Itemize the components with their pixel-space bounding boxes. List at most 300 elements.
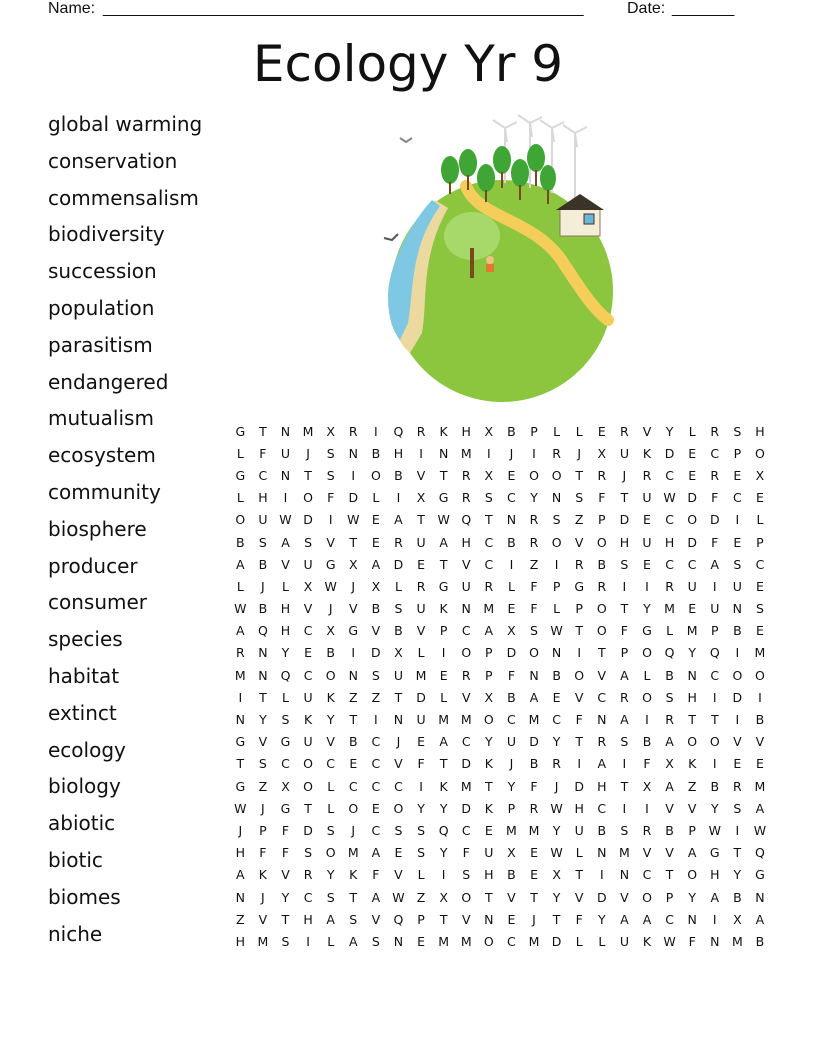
grid-cell[interactable]: B [394, 623, 403, 639]
grid-cell[interactable]: V [258, 734, 268, 750]
grid-cell[interactable]: I [351, 645, 356, 661]
grid-cell[interactable]: B [507, 534, 516, 550]
grid-cell[interactable]: N [506, 512, 517, 528]
grid-cell[interactable]: M [302, 423, 314, 439]
grid-cell[interactable]: R [461, 667, 471, 683]
grid-cell[interactable]: S [349, 911, 358, 927]
grid-cell[interactable]: L [575, 933, 583, 949]
grid-cell[interactable]: C [755, 556, 765, 572]
grid-cell[interactable]: T [439, 556, 448, 572]
grid-cell[interactable]: A [755, 911, 765, 927]
grid-cell[interactable]: B [597, 822, 607, 838]
grid-cell[interactable]: Q [664, 645, 675, 661]
grid-cell[interactable]: V [394, 867, 403, 883]
grid-cell[interactable]: X [281, 778, 290, 794]
grid-cell[interactable]: S [462, 867, 471, 883]
grid-cell[interactable]: Y [326, 867, 335, 883]
grid-cell[interactable]: Q [755, 845, 765, 861]
grid-cell[interactable]: U [642, 534, 652, 550]
grid-cell[interactable]: B [371, 445, 381, 461]
grid-cell[interactable]: Y [688, 889, 696, 905]
grid-cell[interactable]: V [258, 911, 268, 927]
grid-cell[interactable]: S [258, 534, 267, 550]
grid-cell[interactable]: E [371, 800, 380, 816]
grid-cell[interactable]: C [348, 778, 358, 794]
grid-cell[interactable]: T [349, 534, 358, 550]
grid-cell[interactable]: I [486, 445, 491, 461]
grid-cell[interactable]: Y [733, 867, 742, 883]
grid-cell[interactable]: O [709, 734, 720, 750]
grid-cell[interactable]: C [665, 556, 674, 572]
grid-cell[interactable]: V [642, 423, 652, 439]
grid-cell[interactable]: O [235, 512, 246, 528]
grid-cell[interactable]: N [687, 667, 697, 683]
grid-cell[interactable]: M [234, 667, 246, 683]
grid-cell[interactable]: J [261, 800, 265, 816]
grid-cell[interactable]: W [550, 800, 563, 816]
grid-cell[interactable]: L [440, 689, 448, 705]
grid-cell[interactable]: N [461, 601, 471, 617]
grid-cell[interactable]: S [733, 423, 742, 439]
grid-cell[interactable]: C [371, 756, 381, 772]
grid-cell[interactable]: F [530, 601, 538, 617]
grid-cell[interactable]: O [755, 667, 765, 683]
grid-cell[interactable]: F [281, 845, 290, 861]
grid-cell[interactable]: L [417, 867, 425, 883]
grid-cell[interactable]: X [303, 578, 313, 594]
grid-cell[interactable]: B [755, 712, 765, 728]
grid-cell[interactable]: R [552, 756, 561, 772]
grid-cell[interactable]: B [710, 778, 720, 794]
grid-cell[interactable]: C [303, 889, 313, 905]
grid-cell[interactable]: L [327, 778, 335, 794]
grid-cell[interactable]: C [371, 822, 381, 838]
grid-cell[interactable]: R [235, 645, 245, 661]
grid-cell[interactable]: B [258, 601, 268, 617]
grid-cell[interactable]: X [416, 490, 426, 506]
date-field[interactable]: _______ [672, 0, 735, 17]
grid-cell[interactable]: M [618, 845, 630, 861]
grid-cell[interactable]: K [484, 756, 493, 772]
grid-cell[interactable]: S [620, 734, 629, 750]
grid-cell[interactable]: X [484, 423, 494, 439]
grid-cell[interactable]: M [460, 445, 472, 461]
grid-cell[interactable]: P [688, 822, 696, 838]
grid-cell[interactable]: X [484, 467, 494, 483]
grid-cell[interactable]: C [281, 756, 290, 772]
grid-cell[interactable]: U [303, 556, 313, 572]
grid-cell[interactable]: F [259, 845, 267, 861]
grid-cell[interactable]: I [622, 756, 627, 772]
grid-cell[interactable]: G [235, 778, 246, 794]
grid-cell[interactable]: T [259, 423, 267, 439]
grid-cell[interactable]: K [258, 867, 267, 883]
grid-cell[interactable]: S [755, 601, 764, 617]
grid-cell[interactable]: I [283, 490, 288, 506]
grid-cell[interactable]: M [528, 933, 540, 949]
grid-cell[interactable]: C [507, 933, 516, 949]
grid-cell[interactable]: C [642, 867, 652, 883]
grid-cell[interactable]: U [642, 490, 652, 506]
grid-cell[interactable]: X [326, 623, 335, 639]
grid-cell[interactable]: O [303, 490, 313, 506]
grid-cell[interactable]: P [598, 512, 606, 528]
name-field[interactable]: ______________________________________________________ [103, 0, 584, 17]
grid-cell[interactable]: Z [574, 512, 584, 528]
grid-cell[interactable]: C [461, 734, 471, 750]
grid-cell[interactable]: R [665, 712, 674, 728]
grid-cell[interactable]: D [506, 645, 517, 661]
grid-cell[interactable]: S [484, 490, 493, 506]
grid-cell[interactable]: F [620, 623, 628, 639]
grid-cell[interactable]: W [708, 822, 721, 838]
grid-cell[interactable]: A [371, 556, 381, 572]
grid-cell[interactable]: V [574, 534, 584, 550]
grid-cell[interactable]: V [416, 467, 426, 483]
grid-cell[interactable]: R [574, 556, 584, 572]
grid-cell[interactable]: E [756, 578, 764, 594]
grid-cell[interactable]: W [663, 933, 676, 949]
grid-cell[interactable]: Y [485, 734, 493, 750]
grid-cell[interactable]: S [304, 845, 313, 861]
grid-cell[interactable]: R [597, 467, 607, 483]
grid-cell[interactable]: E [688, 445, 697, 461]
grid-cell[interactable]: D [596, 889, 607, 905]
grid-cell[interactable]: C [258, 467, 268, 483]
grid-cell[interactable]: T [349, 712, 358, 728]
grid-cell[interactable]: T [394, 689, 403, 705]
grid-cell[interactable]: E [417, 933, 425, 949]
grid-cell[interactable]: S [530, 623, 538, 639]
grid-cell[interactable]: R [733, 778, 742, 794]
grid-cell[interactable]: L [372, 490, 380, 506]
grid-cell[interactable]: I [306, 933, 310, 949]
grid-cell[interactable]: K [439, 601, 448, 617]
grid-cell[interactable]: X [507, 623, 516, 639]
grid-cell[interactable]: O [303, 756, 313, 772]
grid-cell[interactable]: T [733, 845, 742, 861]
grid-cell[interactable]: V [755, 734, 765, 750]
grid-cell[interactable]: W [234, 800, 247, 816]
grid-cell[interactable]: P [485, 667, 493, 683]
grid-cell[interactable]: A [439, 534, 448, 550]
grid-cell[interactable]: W [324, 578, 337, 594]
grid-cell[interactable]: P [620, 645, 629, 661]
grid-cell[interactable]: I [712, 689, 717, 705]
grid-cell[interactable]: F [259, 445, 267, 461]
grid-cell[interactable]: S [417, 822, 426, 838]
grid-cell[interactable]: L [507, 578, 515, 594]
grid-cell[interactable]: X [755, 467, 765, 483]
grid-cell[interactable]: G [438, 490, 449, 506]
grid-cell[interactable]: V [574, 889, 584, 905]
grid-cell[interactable]: O [574, 667, 585, 683]
grid-cell[interactable]: V [597, 667, 607, 683]
grid-cell[interactable]: B [371, 601, 381, 617]
grid-cell[interactable]: S [281, 933, 290, 949]
grid-cell[interactable]: R [597, 578, 607, 594]
grid-cell[interactable]: T [530, 889, 538, 905]
grid-cell[interactable]: Y [281, 889, 290, 905]
grid-cell[interactable]: S [733, 800, 742, 816]
grid-cell[interactable]: P [552, 578, 561, 594]
grid-cell[interactable]: N [235, 889, 245, 905]
grid-cell[interactable]: A [371, 845, 381, 861]
grid-cell[interactable]: H [258, 490, 268, 506]
grid-cell[interactable]: Y [259, 712, 267, 728]
grid-cell[interactable]: Z [416, 889, 426, 905]
grid-cell[interactable]: S [326, 889, 335, 905]
grid-cell[interactable]: V [371, 911, 381, 927]
grid-cell[interactable]: E [597, 423, 606, 439]
grid-cell[interactable]: B [665, 667, 674, 683]
grid-cell[interactable]: S [326, 445, 335, 461]
grid-cell[interactable]: S [620, 556, 629, 572]
grid-cell[interactable]: X [348, 556, 358, 572]
grid-cell[interactable]: A [755, 800, 765, 816]
grid-cell[interactable]: D [732, 689, 743, 705]
grid-cell[interactable]: O [370, 467, 381, 483]
grid-cell[interactable]: P [530, 423, 538, 439]
grid-cell[interactable]: C [371, 778, 381, 794]
grid-cell[interactable]: D [303, 512, 313, 528]
grid-cell[interactable]: U [506, 734, 516, 750]
grid-cell[interactable]: R [665, 578, 674, 594]
grid-cell[interactable]: W [550, 845, 563, 861]
grid-cell[interactable]: J [396, 734, 401, 750]
grid-cell[interactable]: A [281, 534, 290, 550]
grid-cell[interactable]: U [710, 601, 720, 617]
grid-cell[interactable]: I [238, 689, 243, 705]
grid-cell[interactable]: D [461, 756, 472, 772]
grid-cell[interactable]: U [280, 445, 291, 461]
grid-cell[interactable]: H [687, 689, 697, 705]
grid-cell[interactable]: M [664, 601, 675, 617]
grid-cell[interactable]: J [306, 445, 310, 461]
grid-cell[interactable]: W [663, 490, 676, 506]
grid-cell[interactable]: V [394, 756, 403, 772]
grid-cell[interactable]: J [351, 578, 356, 594]
grid-cell[interactable]: H [461, 423, 471, 439]
grid-cell[interactable]: N [597, 712, 607, 728]
grid-cell[interactable]: R [529, 800, 539, 816]
grid-cell[interactable]: I [712, 911, 717, 927]
grid-cell[interactable]: I [441, 867, 446, 883]
grid-cell[interactable]: X [733, 911, 742, 927]
grid-cell[interactable]: E [756, 490, 764, 506]
grid-cell[interactable]: U [416, 712, 426, 728]
grid-cell[interactable]: R [394, 534, 403, 550]
grid-cell[interactable]: X [597, 445, 607, 461]
grid-cell[interactable]: B [236, 534, 245, 550]
grid-cell[interactable]: P [733, 445, 742, 461]
grid-cell[interactable]: U [484, 845, 494, 861]
grid-cell[interactable]: I [712, 756, 717, 772]
grid-cell[interactable]: T [710, 712, 719, 728]
grid-cell[interactable]: S [665, 689, 674, 705]
grid-cell[interactable]: O [461, 645, 472, 661]
grid-cell[interactable]: G [438, 578, 449, 594]
grid-cell[interactable]: K [642, 933, 652, 949]
grid-cell[interactable]: V [416, 623, 426, 639]
grid-cell[interactable]: C [303, 623, 313, 639]
grid-cell[interactable]: M [438, 712, 450, 728]
grid-cell[interactable]: E [394, 845, 403, 861]
grid-cell[interactable]: S [281, 712, 290, 728]
grid-cell[interactable]: L [553, 601, 561, 617]
grid-cell[interactable]: E [756, 756, 764, 772]
grid-cell[interactable]: L [666, 623, 674, 639]
grid-cell[interactable]: F [507, 667, 516, 683]
grid-cell[interactable]: M [438, 933, 450, 949]
grid-cell[interactable]: A [326, 911, 335, 927]
grid-cell[interactable]: P [575, 601, 583, 617]
grid-cell[interactable]: T [620, 601, 629, 617]
grid-cell[interactable]: Y [507, 778, 516, 794]
grid-cell[interactable]: E [304, 645, 313, 661]
grid-cell[interactable]: I [735, 512, 740, 528]
grid-cell[interactable]: L [598, 933, 606, 949]
grid-cell[interactable]: V [665, 800, 674, 816]
grid-cell[interactable]: M [528, 822, 540, 838]
grid-cell[interactable]: M [754, 778, 766, 794]
grid-cell[interactable]: K [439, 423, 448, 439]
grid-cell[interactable]: H [280, 623, 291, 639]
grid-cell[interactable]: R [552, 445, 561, 461]
grid-cell[interactable]: N [551, 490, 562, 506]
grid-cell[interactable]: B [552, 667, 561, 683]
grid-cell[interactable]: E [756, 623, 764, 639]
grid-cell[interactable]: T [485, 778, 493, 794]
grid-cell[interactable]: A [371, 889, 381, 905]
grid-cell[interactable]: F [575, 712, 583, 728]
grid-cell[interactable]: T [485, 512, 493, 528]
grid-cell[interactable]: O [303, 778, 313, 794]
grid-cell[interactable]: T [575, 467, 584, 483]
grid-cell[interactable]: I [622, 578, 627, 594]
grid-cell[interactable]: Q [393, 911, 404, 927]
grid-cell[interactable]: V [371, 623, 381, 639]
grid-cell[interactable]: L [417, 645, 425, 661]
grid-cell[interactable]: B [733, 623, 742, 639]
grid-cell[interactable]: P [417, 911, 425, 927]
grid-cell[interactable]: I [374, 712, 378, 728]
grid-cell[interactable]: D [371, 645, 381, 661]
grid-cell[interactable]: M [506, 822, 517, 838]
grid-cell[interactable]: Q [438, 822, 449, 838]
grid-cell[interactable]: H [619, 534, 630, 550]
grid-cell[interactable]: I [645, 578, 649, 594]
grid-cell[interactable]: Y [281, 645, 290, 661]
grid-cell[interactable]: L [553, 423, 561, 439]
grid-cell[interactable]: I [712, 578, 717, 594]
grid-cell[interactable]: K [349, 867, 358, 883]
grid-cell[interactable]: I [374, 423, 378, 439]
grid-cell[interactable]: T [575, 734, 584, 750]
grid-cell[interactable]: T [439, 911, 448, 927]
grid-cell[interactable]: L [236, 578, 244, 594]
grid-cell[interactable]: P [756, 534, 764, 550]
grid-cell[interactable]: B [348, 734, 358, 750]
grid-cell[interactable]: A [236, 623, 245, 639]
grid-cell[interactable]: E [688, 467, 697, 483]
grid-cell[interactable]: N [484, 911, 494, 927]
grid-cell[interactable]: M [347, 845, 359, 861]
grid-cell[interactable]: Y [326, 712, 335, 728]
grid-cell[interactable]: O [642, 645, 652, 661]
grid-cell[interactable]: V [348, 601, 358, 617]
grid-cell[interactable]: O [755, 445, 765, 461]
grid-cell[interactable]: S [304, 534, 313, 550]
grid-cell[interactable]: I [645, 712, 649, 728]
grid-cell[interactable]: N [619, 867, 630, 883]
grid-cell[interactable]: R [710, 423, 720, 439]
grid-cell[interactable]: R [529, 534, 539, 550]
grid-cell[interactable]: N [393, 933, 404, 949]
grid-cell[interactable]: J [554, 778, 559, 794]
grid-cell[interactable]: F [372, 867, 380, 883]
grid-cell[interactable]: D [393, 556, 404, 572]
grid-cell[interactable]: H [574, 800, 584, 816]
grid-cell[interactable]: Y [439, 800, 448, 816]
grid-cell[interactable]: E [417, 556, 425, 572]
grid-cell[interactable]: F [281, 822, 290, 838]
grid-cell[interactable]: G [348, 623, 359, 639]
grid-cell[interactable]: N [280, 423, 291, 439]
grid-cell[interactable]: N [687, 911, 697, 927]
grid-cell[interactable]: B [394, 467, 403, 483]
grid-cell[interactable]: W [234, 601, 247, 617]
grid-cell[interactable]: C [461, 623, 471, 639]
grid-cell[interactable]: S [733, 556, 742, 572]
grid-cell[interactable]: W [347, 512, 360, 528]
grid-cell[interactable]: O [529, 467, 539, 483]
grid-cell[interactable]: U [619, 445, 629, 461]
grid-cell[interactable]: C [507, 712, 516, 728]
grid-cell[interactable]: C [732, 490, 742, 506]
grid-cell[interactable]: S [258, 756, 267, 772]
grid-cell[interactable]: U [687, 578, 697, 594]
grid-cell[interactable]: D [551, 933, 562, 949]
grid-cell[interactable]: I [645, 800, 649, 816]
grid-cell[interactable]: Q [461, 512, 472, 528]
grid-cell[interactable]: C [687, 556, 697, 572]
grid-cell[interactable]: G [325, 556, 336, 572]
grid-cell[interactable]: I [735, 645, 740, 661]
grid-cell[interactable]: R [710, 467, 720, 483]
grid-cell[interactable]: J [351, 822, 356, 838]
grid-cell[interactable]: S [620, 822, 629, 838]
grid-cell[interactable]: V [665, 845, 674, 861]
grid-cell[interactable]: F [530, 778, 538, 794]
grid-cell[interactable]: S [326, 467, 335, 483]
grid-cell[interactable]: I [622, 800, 627, 816]
grid-cell[interactable]: O [551, 534, 562, 550]
grid-cell[interactable]: T [688, 712, 696, 728]
grid-cell[interactable]: J [261, 889, 265, 905]
grid-cell[interactable]: F [711, 534, 719, 550]
grid-cell[interactable]: V [461, 556, 471, 572]
grid-cell[interactable]: N [710, 933, 720, 949]
grid-cell[interactable]: H [664, 534, 675, 550]
grid-cell[interactable]: M [686, 623, 698, 639]
grid-cell[interactable]: L [327, 933, 335, 949]
grid-cell[interactable]: E [733, 756, 742, 772]
grid-cell[interactable]: D [619, 512, 630, 528]
grid-cell[interactable]: C [326, 756, 336, 772]
grid-cell[interactable]: B [665, 822, 674, 838]
grid-cell[interactable]: E [417, 734, 425, 750]
